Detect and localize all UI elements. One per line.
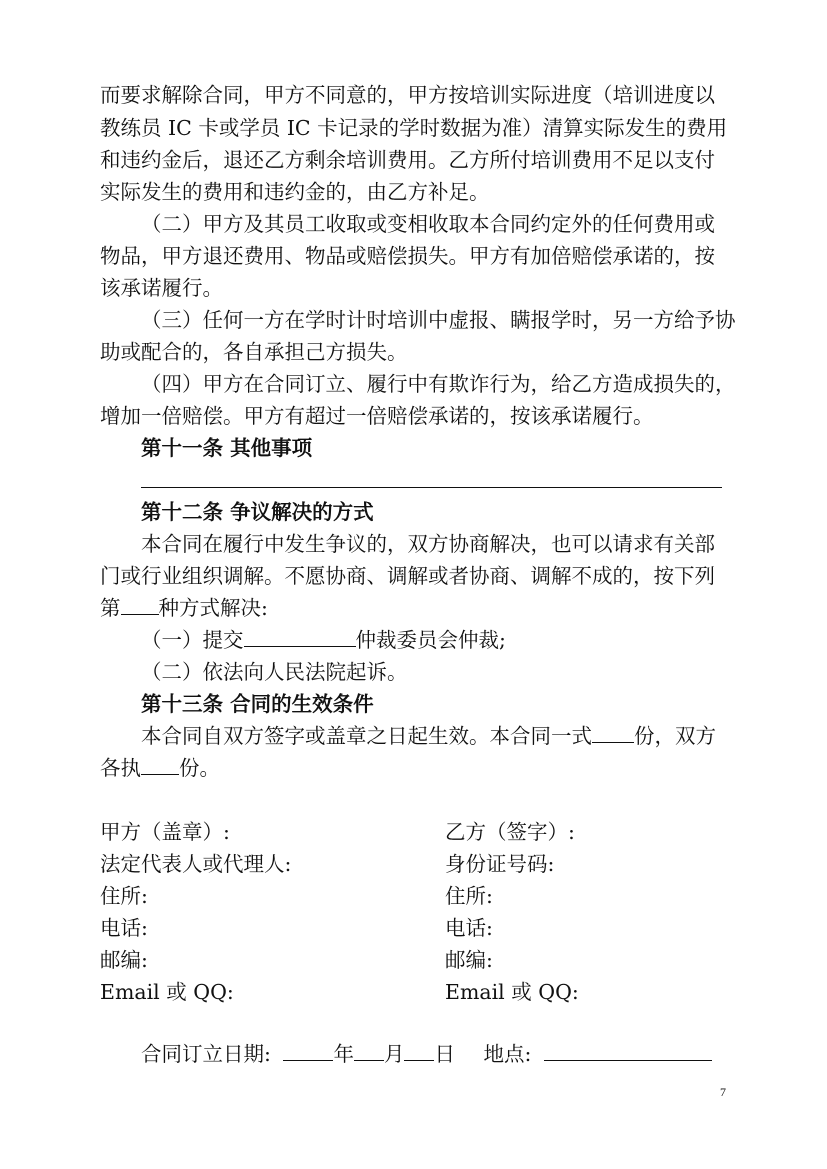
text: 份，双方 [634,724,716,748]
place-blank [544,1038,712,1061]
party-b-email: Email 或 QQ: [445,980,579,1004]
month-blank [354,1038,384,1061]
party-b-address: 住所: [445,884,493,908]
text: 本合同自双方签字或盖章之日起生效。本合同一式 [141,724,592,748]
fill-in-blank [141,752,179,775]
paragraph-line: （三）任何一方在学时计时培训中虚报、瞒报学时，另一方给予协 [141,308,736,332]
paragraph-line [141,720,722,752]
party-b-id-number: 身份证号码: [445,852,555,876]
paragraph-line [100,592,722,624]
party-a-address: 住所: [100,884,148,908]
fill-in-blank [592,720,634,743]
fill-in-line [141,487,722,488]
party-a-postcode: 邮编: [100,948,148,972]
article-13-heading: 第十三条 合同的生效条件 [141,692,374,716]
paragraph-line: 实际发生的费用和违约金的，由乙方补足。 [100,180,490,204]
paragraph-line: 物品，甲方退还费用、物品或赔偿损失。甲方有加倍赔偿承诺的，按 [100,244,715,268]
year-label: 年 [333,1042,354,1066]
paragraph-line: （二）甲方及其员工收取或变相收取本合同约定外的任何费用或 [141,212,715,236]
paragraph-line [100,752,722,784]
text: 各执 [100,756,141,780]
fill-in-blank [121,592,159,615]
article-12-heading: 第十二条 争议解决的方式 [141,500,374,524]
month-label: 月 [383,1042,405,1066]
text: 份。 [179,756,220,780]
day-label: 日 [434,1042,455,1066]
paragraph-line: 而要求解除合同，甲方不同意的，甲方按培训实际进度（培训进度以 [100,83,715,107]
article-11-heading: 第十一条 其他事项 [141,436,313,460]
paragraph-line: （四）甲方在合同订立、履行中有欺诈行为，给乙方造成损失的， [141,372,736,396]
text: 第 [100,596,121,620]
paragraph-line: 助或配合的，各自承担己方损失。 [100,340,408,364]
place-label: 地点: [483,1042,532,1066]
paragraph-line: 本合同在履行中发生争议的，双方协商解决，也可以请求有关部 [141,532,715,556]
party-b-postcode: 邮编: [445,948,493,972]
paragraph-line [141,624,722,656]
year-blank [283,1038,333,1061]
page-number: 7 [720,1085,726,1099]
text: （一）提交 [141,628,244,652]
paragraph-line: 和违约金后，退还乙方剩余培训费用。乙方所付培训费用不足以支付 [100,148,715,172]
paragraph-line: 门或行业组织调解。不愿协商、调解或者协商、调解不成的，按下列 [100,564,715,588]
party-b-title: 乙方（签字）: [445,820,575,844]
text: 仲裁委员会仲裁; [355,628,506,652]
paragraph-line: 教练员 IC 卡或学员 IC 卡记录的学时数据为准）清算实际发生的费用 [100,116,728,140]
day-blank [404,1038,434,1061]
paragraph-line: 增加一倍赔偿。甲方有超过一倍赔偿承诺的，按该承诺履行。 [100,404,654,428]
paragraph-line: 该承诺履行。 [100,276,223,300]
party-a-phone: 电话: [100,916,148,940]
fill-in-blank [244,624,356,647]
party-a-email: Email 或 QQ: [100,980,234,1004]
signing-date-place [141,1038,722,1070]
text: 种方式解决: [158,596,268,620]
date-label: 合同订立日期: [141,1042,271,1066]
party-a-representative: 法定代表人或代理人: [100,852,292,876]
party-a-title: 甲方（盖章）: [100,820,230,844]
party-b-phone: 电话: [445,916,493,940]
paragraph-line: （二）依法向人民法院起诉。 [141,660,408,684]
